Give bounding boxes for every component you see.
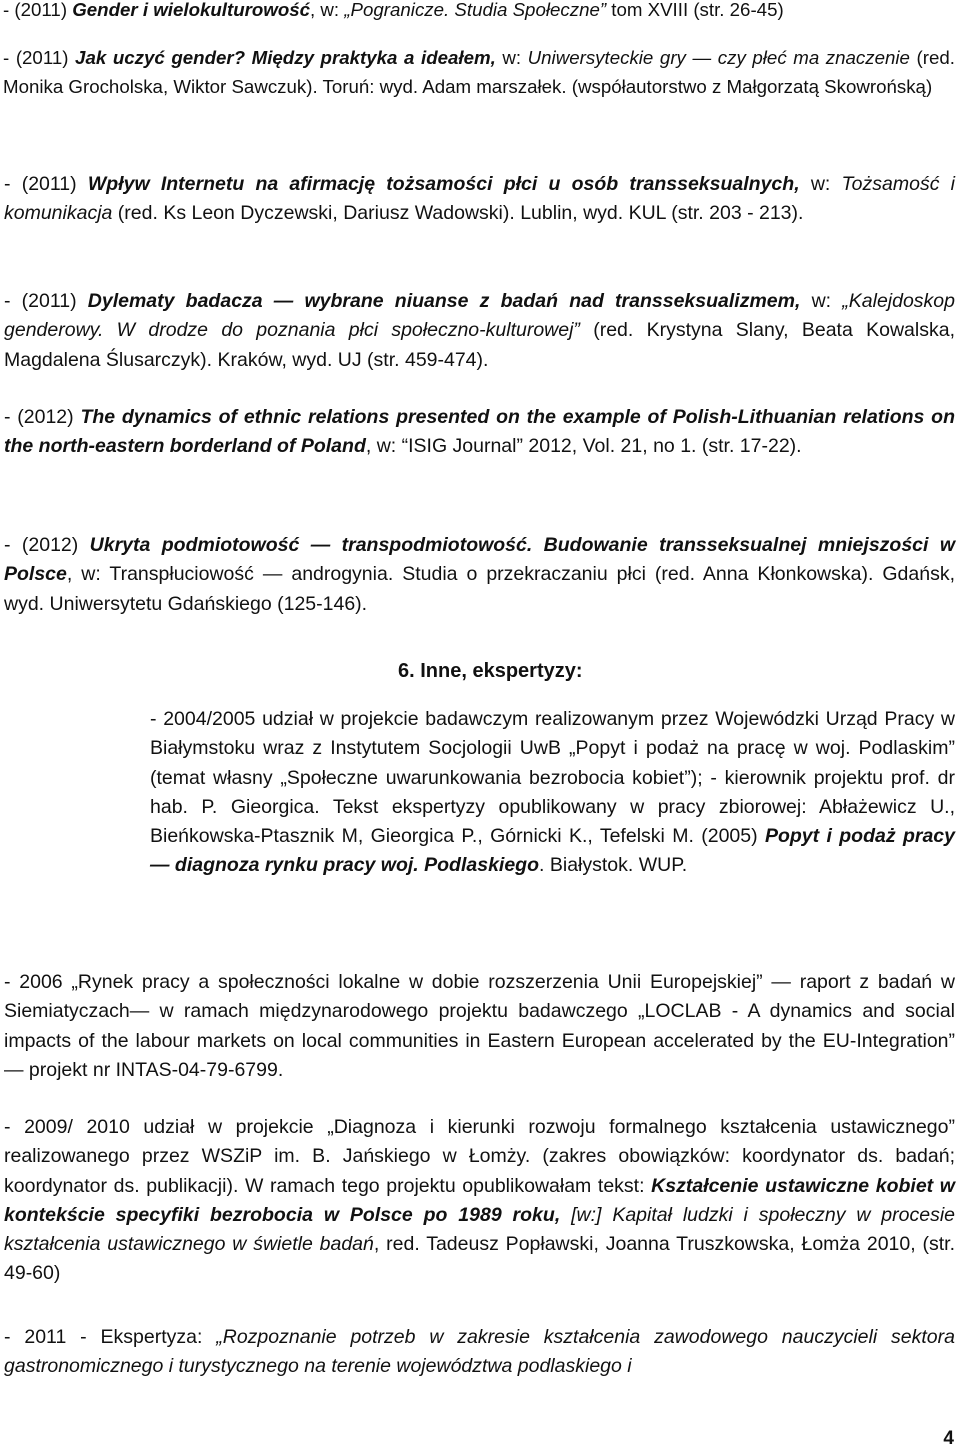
publication-entry — [4, 531, 955, 619]
entry-text-segment: Ukryta podmiotowość — transpodmiotowość. Budowanie transseksualnej mniejszości w Polsce — [4, 534, 955, 586]
publication-entry — [3, 0, 955, 25]
publication-entry — [4, 287, 955, 375]
expertise-entry — [4, 1323, 955, 1382]
expertise-entry — [4, 968, 955, 1085]
entry-text-segment: , w: — [310, 0, 345, 20]
entry-text-segment: - (2012) — [4, 534, 90, 556]
entry-text-segment: - (2012) — [4, 406, 81, 428]
entry-text-segment: (red. Monika Grocholska, Wiktor Sawczuk). Toruń: wyd. Adam marszałek. (współautorstwo z Małgorzatą Skowrońską) — [3, 47, 955, 97]
publication-entry — [4, 403, 955, 462]
entry-text-segment: Uniwersyteckie gry — czy płeć ma znaczenie — [527, 47, 910, 68]
entry-text-segment: - 2011 - Ekspertyza: — [4, 1326, 217, 1348]
entry-text-segment: „Kalejdoskop genderowy. W drodze do poznania płci społeczno-kulturowej” — [4, 290, 955, 342]
entry-text-segment: Popyt i podaż pracy — diagnoza rynku pracy woj. Podlaskiego — [150, 825, 955, 877]
section-heading: 6. Inne, ekspertyzy: — [398, 660, 583, 682]
entry-text-segment: - (2011) — [4, 290, 88, 312]
entry-text-segment: , w: Transpłuciowość — androgynia. Studia o przekraczaniu płci (red. Anna Kłonkowska). Gdańsk, wyd. Uniwersytetu Gdańskiego (125-146). — [4, 563, 955, 615]
entry-text-segment: , red. Tadeusz Popławski, Joanna Truszkowska, Łomża 2010, (str. 49-60) — [4, 1233, 955, 1285]
entry-text-segment: - 2006 „Rynek pracy a społeczności lokalne w dobie rozszerzenia Unii Europejskiej” — raport z badań w Siemiatyczach— w ramach międzynarodowego projektu badawczego „LOCLAB - A dynamics and social impacts of the labour markets on local communities in Eastern European accelerated by the EU-Integration” — projekt nr INTAS-04-79-6799. — [4, 971, 955, 1081]
entry-text-segment: Kapitał ludzki i społeczny w procesie kształcenia ustawicznego w świetle badań — [4, 1203, 956, 1256]
entry-text-segment: tom XVIII (str. 26-45) — [606, 0, 784, 20]
page-number: 4 — [943, 1428, 954, 1449]
entry-text-segment: , w: “ISIG Journal” 2012, Vol. 21, no 1. (str. 17-22). — [365, 435, 802, 458]
entry-text-segment: „Rozpoznanie potrzeb w zakresie kształcenia zawodowego nauczycieli sektora gastronomicznego i turystycznego na terenie województwa podlaskiego i — [4, 1326, 955, 1378]
entry-text-segment: Wpływ Internetu na afirmację tożsamości płci u osób transseksualnych, — [87, 173, 800, 195]
entry-text-segment: [w:] — [560, 1203, 613, 1226]
entry-text-segment: - 2004/2005 udział w projekcie badawczym realizowanym przez Wojewódzki Urząd Pracy w Białymstoku wraz z Instytutem Socjologii UwB „Popyt i podaż na pracę w woj. Podlaskim” (temat własny „Społeczne uwarunkowania bezrobocia kobiet”); - kierownik projektu prof. dr hab. P. Gieorgica. Tekst ekspertyzy opublikowany w pracy zbiorowej: Abłażewicz U., Bieńkowska-Ptasznik M, Gieorgica P., Górnicki K., Tefelski M. (2005) — [150, 708, 955, 848]
entry-text-segment: - (2011) — [3, 0, 73, 20]
entry-text-segment: - (2011) — [4, 173, 88, 195]
entry-text-segment: (red. Ks Leon Dyczewski, Dariusz Wadowski). Lublin, wyd. KUL (str. 203 - 213). — [112, 202, 804, 225]
entry-text-segment: Kształcenie ustawiczne kobiet w kontekście specyfiki bezrobocia w Polsce po 1989 roku, — [4, 1174, 955, 1226]
entry-text-segment: w: — [799, 173, 842, 195]
expertise-entry — [4, 1113, 955, 1289]
publication-entry — [4, 170, 955, 229]
entry-text-segment: The dynamics of ethnic relations presented on the example of Polish-Lithuanian relations on the north-eastern borderland of Poland — [4, 406, 955, 458]
entry-text-segment: (red. Krystyna Slany, Beata Kowalska, Magdalena Ślusarczyk). Kraków, wyd. UJ (str. 459-474). — [4, 319, 955, 371]
entry-text-segment: - 2009/ 2010 udział w projekcie „Diagnoza i kierunki rozwoju formalnego kształcenia ustawicznego” realizowanego przez WSZiP im. B. Jańskiego w Łomży. (zakres obowiązków: koordynator ds. badań; koordynator ds. publikacji). W ramach tego projektu opublikowałam tekst: — [4, 1116, 955, 1197]
entry-text-segment: w: — [800, 290, 843, 312]
entry-text-segment: w: — [495, 47, 528, 68]
entry-text-segment: . Białystok. WUP. — [539, 854, 688, 877]
entry-text-segment: Dylematy badacza — wybrane niuanse z badań nad transseksualizmem, — [87, 290, 801, 312]
entry-text-segment: - (2011) — [3, 47, 76, 68]
entry-text-segment: Jak uczyć gender? Między praktyka a ideałem, — [75, 47, 496, 68]
entry-text-segment: Tożsamość i komunikacja — [4, 173, 955, 225]
entry-text-segment: Gender i wielokulturowość — [72, 0, 311, 20]
expertise-entry — [150, 705, 955, 881]
entry-text-segment: „Pogranicze. Studia Społeczne” — [344, 0, 607, 20]
publication-entry — [3, 44, 955, 101]
